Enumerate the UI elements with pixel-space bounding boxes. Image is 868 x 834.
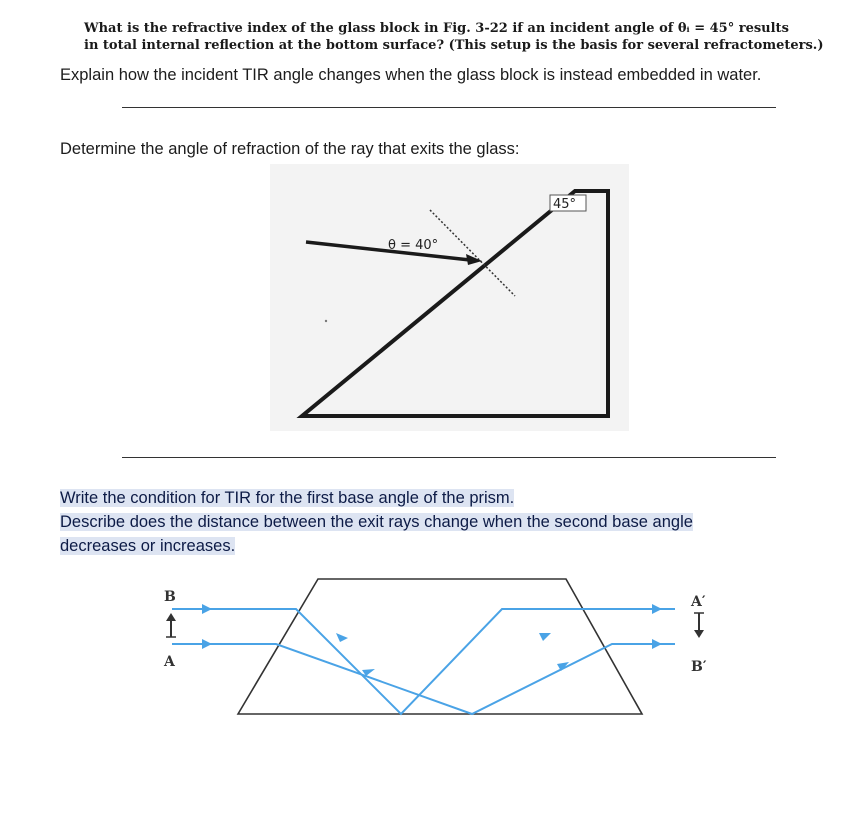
question-prism-line-3-text: decreases or increases. bbox=[60, 537, 236, 555]
figure-prism-refraction bbox=[270, 164, 629, 431]
header-question-line-1: What is the refractive index of the glass block in Fig. 3-22 if an incident angle of θᵢ = 45° results bbox=[84, 21, 789, 36]
figure-trapezoid-prism bbox=[150, 575, 740, 720]
figure-trapezoid-prism-svg bbox=[150, 575, 740, 720]
speck bbox=[325, 320, 327, 322]
trapezoid-prism bbox=[238, 579, 642, 714]
question-prism-line-2 bbox=[60, 510, 693, 534]
answer-line-1 bbox=[122, 107, 776, 108]
header-question-line-2: in total internal reflection at the bottom surface? (This setup is the basis for several refractometers.) bbox=[84, 38, 824, 53]
prism-outline bbox=[302, 191, 608, 416]
corner-angle-label: 45° bbox=[553, 197, 577, 212]
question-prism-line-1-text: Write the condition for TIR for the first base angle of the prism. bbox=[60, 489, 515, 507]
right-separation-arrowhead bbox=[694, 630, 704, 638]
label-a-prime: A′ bbox=[691, 594, 706, 610]
header-question bbox=[84, 20, 844, 54]
answer-line-2 bbox=[122, 457, 776, 458]
theta-label: θ = 40° bbox=[388, 238, 439, 253]
label-a: A bbox=[164, 654, 175, 670]
question-prism-line-2-text: Describe does the distance between the exit rays change when the second base angle bbox=[60, 513, 693, 531]
question-exit-angle: Determine the angle of refraction of the ray that exits the glass: bbox=[60, 140, 520, 158]
question-prism-line-1 bbox=[60, 486, 514, 510]
label-b-prime: B′ bbox=[691, 659, 707, 675]
figure-prism-refraction-svg bbox=[270, 164, 629, 431]
question-prism-line-3 bbox=[60, 534, 235, 558]
ray-a bbox=[172, 644, 675, 714]
ray-arrowheads bbox=[202, 604, 662, 676]
label-b: B bbox=[164, 589, 176, 605]
left-separation-arrowhead bbox=[166, 613, 176, 621]
question-tir-water: Explain how the incident TIR angle changes when the glass block is instead embedded in water. bbox=[60, 66, 762, 84]
incident-ray-arrowhead bbox=[466, 254, 482, 265]
